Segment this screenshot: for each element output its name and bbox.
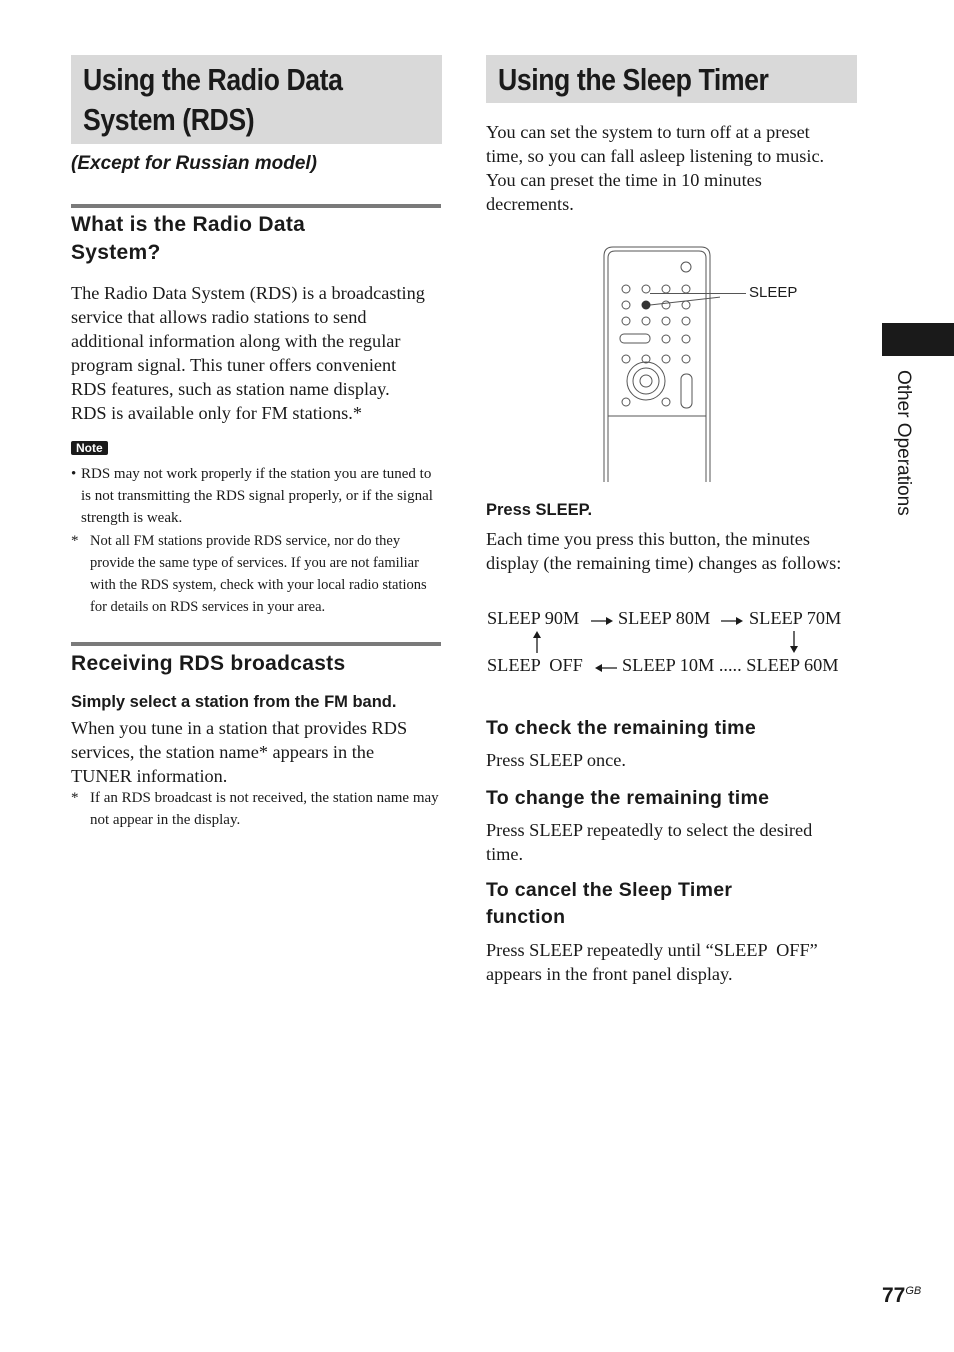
sleep-title-text: Using the Sleep Timer [498, 62, 769, 97]
page-number-value: 77 [882, 1284, 906, 1307]
what-is-heading [71, 211, 441, 267]
arrow-right-icon [591, 613, 615, 631]
section-tab [882, 323, 954, 356]
note-text: RDS may not work properly if the station you are tuned to is not transmitting the RDS signal properly, or if the signal strength is weak. [81, 466, 433, 526]
paragraph-line: You can set the system to turn off at a preset [486, 122, 810, 142]
sleep-button-highlight [642, 301, 651, 310]
footnote-text: If an RDS broadcast is not received, the station name may not appear in the display. [90, 790, 439, 828]
note-item [71, 463, 443, 529]
paragraph-line: The Radio Data System (RDS) is a broadcasting [71, 283, 425, 303]
paragraph-line: RDS is available only for FM stations.* [71, 403, 362, 423]
seq-10m-60m: SLEEP 10M ..... SLEEP 60M [622, 655, 839, 675]
seq-90m: SLEEP 90M [487, 608, 580, 628]
arrow-right-icon [721, 613, 745, 631]
paragraph-line: TUNER information. [71, 766, 228, 786]
what-is-heading-line1: What is the Radio Data [71, 213, 306, 236]
page-number [882, 1284, 921, 1308]
sleep-title [486, 55, 857, 103]
footnote-rds [71, 787, 443, 831]
sleep-callout-label: SLEEP [749, 284, 798, 301]
footnote-fm [71, 530, 443, 618]
except-note: (Except for Russian model) [71, 153, 317, 174]
remote-control-illustration [600, 244, 720, 484]
change-heading: To change the remaining time [486, 787, 770, 809]
paragraph-line: decrements. [486, 194, 574, 214]
section-label: Other Operations [893, 370, 914, 516]
footnote-text: Not all FM stations provide RDS service, nor do they provide the same type of services. If you are not familiar with the RDS system, check with your local radio stations for details on RDS services in your area. [90, 533, 427, 615]
footnote-mark: * [71, 790, 79, 806]
paragraph-line: RDS features, such as station name display. [71, 379, 390, 399]
paragraph-line: program signal. This tuner offers convenient [71, 355, 397, 375]
paragraph-line: time. [486, 844, 524, 864]
each-time-paragraph [486, 527, 866, 575]
paragraph-line: services, the station name* appears in the [71, 742, 375, 762]
footnote-mark: * [71, 533, 79, 549]
what-is-paragraph [71, 281, 443, 425]
note-badge: Note [71, 441, 108, 455]
rds-title [71, 55, 442, 144]
page-number-suffix: GB [905, 1285, 922, 1297]
arrow-left-icon [593, 660, 617, 678]
what-is-heading-line2: System? [71, 241, 161, 264]
sleep-pointer-line [650, 293, 746, 294]
paragraph-line: Press SLEEP repeatedly until “SLEEP OFF” [486, 940, 818, 960]
receiving-paragraph [71, 716, 443, 788]
paragraph-line: You can preset the time in 10 minutes [486, 170, 762, 190]
cancel-heading-line1: To cancel the Sleep Timer [486, 879, 733, 901]
rds-title-line1: Using the Radio Data [83, 62, 343, 97]
seq-80m: SLEEP 80M [618, 608, 711, 628]
receiving-heading: Receiving RDS broadcasts [71, 652, 346, 675]
cancel-heading-line2: function [486, 906, 566, 928]
paragraph-line: service that allows radio stations to send [71, 307, 367, 327]
check-text: Press SLEEP once. [486, 750, 626, 770]
seq-70m: SLEEP 70M [749, 608, 842, 628]
change-text [486, 818, 866, 866]
cancel-text [486, 938, 866, 986]
paragraph-line: appears in the front panel display. [486, 964, 733, 984]
paragraph-line: display (the remaining time) changes as follows: [486, 553, 842, 573]
paragraph-line: When you tune in a station that provides RDS [71, 718, 408, 738]
cancel-heading [486, 877, 732, 931]
receiving-instruction: Simply select a station from the FM band. [71, 693, 397, 711]
check-heading: To check the remaining time [486, 717, 756, 739]
paragraph-line: Press SLEEP repeatedly to select the desired [486, 820, 813, 840]
paragraph-line: Each time you press this button, the minutes [486, 529, 810, 549]
paragraph-line: time, so you can fall asleep listening to music. [486, 146, 825, 166]
seq-off: SLEEP OFF [487, 655, 583, 675]
rds-title-line2: System (RDS) [83, 102, 255, 137]
divider-receiving [71, 642, 441, 646]
press-sleep-instruction: Press SLEEP. [486, 501, 593, 519]
paragraph-line: additional information along with the regular [71, 331, 401, 351]
sleep-intro [486, 120, 858, 216]
divider-what-is [71, 204, 441, 208]
bullet-icon: • [71, 466, 77, 482]
